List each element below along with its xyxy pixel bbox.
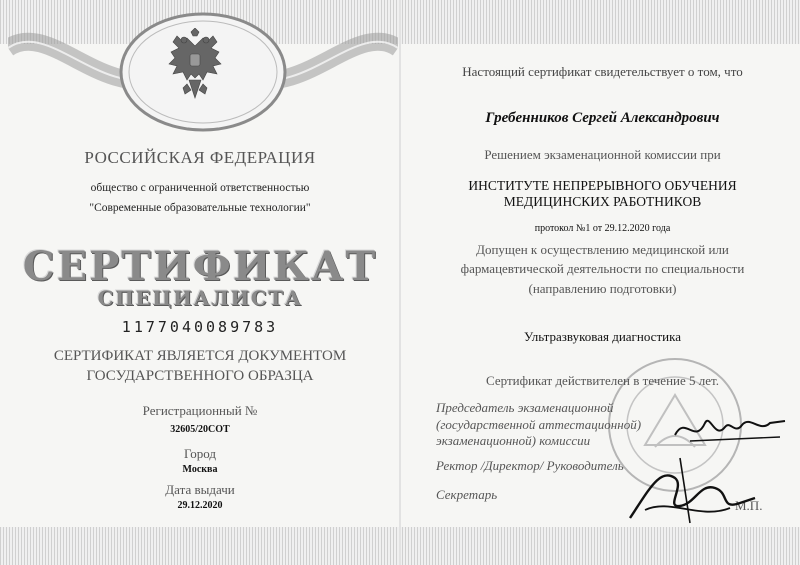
chairman-label-line1: Председатель экзаменационной	[436, 400, 614, 415]
secretary-label: Секретарь	[436, 487, 498, 502]
validity-period: Сертификат действителен в течение 5 лет.	[486, 373, 719, 388]
state-document-line1: СЕРТИФИКАТ ЯВЛЯЕТСЯ ДОКУМЕНТОМ	[53, 348, 347, 364]
certificate-intro: Настоящий сертификат свидетельствует о том, что	[462, 64, 743, 79]
handwritten-signature-icon	[620, 448, 763, 530]
holder-name: Гребенников Сергей Александрович	[485, 110, 720, 126]
commission-decision: Решением экзаменационной комиссии при	[484, 147, 721, 162]
chairman-label-line3: экзаменационной) комиссии	[436, 433, 591, 448]
issue-date-label: Дата выдачи	[165, 482, 235, 497]
admission-line3: (направлению подготовки)	[528, 281, 677, 296]
certificate-subtitle: СПЕЦИАЛИСТА	[97, 286, 303, 310]
state-document-line2: ГОСУДАРСТВЕННОГО ОБРАЗЦА	[86, 368, 314, 384]
registration-label: Регистрационный №	[142, 403, 258, 418]
seal-place-label: М.П.	[735, 498, 763, 513]
institution-name-line2: МЕДИЦИНСКИХ РАБОТНИКОВ	[503, 194, 702, 209]
protocol-info: протокол №1 от 29.12.2020 года	[534, 223, 671, 234]
registration-value: 32605/20СОТ	[170, 424, 230, 435]
right-panel	[400, 0, 800, 565]
chairman-label-line2: (государственной аттестационной)	[436, 417, 642, 432]
country-name: РОССИЙСКАЯ ФЕДЕРАЦИЯ	[84, 148, 316, 167]
city-value: Москва	[182, 464, 218, 475]
rector-label: Ректор /Директор/ Руководитель	[436, 458, 624, 473]
institution-name-line1: ИНСТИТУТЕ НЕПРЕРЫВНОГО ОБУЧЕНИЯ	[468, 178, 737, 193]
certificate-title: СЕРТИФИКАТ	[22, 243, 378, 290]
issue-date-value: 29.12.2020	[177, 500, 223, 511]
admission-line1: Допущен к осуществлению медицинской или	[476, 242, 729, 257]
admission-line2: фармацевтической деятельности по специальности	[460, 261, 745, 276]
specialty-name: Ультразвуковая диагностика	[524, 329, 681, 344]
double-headed-eagle-icon	[165, 28, 225, 108]
certificate-number: 1177040089783	[121, 318, 279, 336]
city-label: Город	[183, 446, 217, 461]
organization-name: "Современные образовательные технологии"	[89, 202, 311, 214]
organization-type: общество с ограниченной ответственностью	[90, 182, 310, 194]
